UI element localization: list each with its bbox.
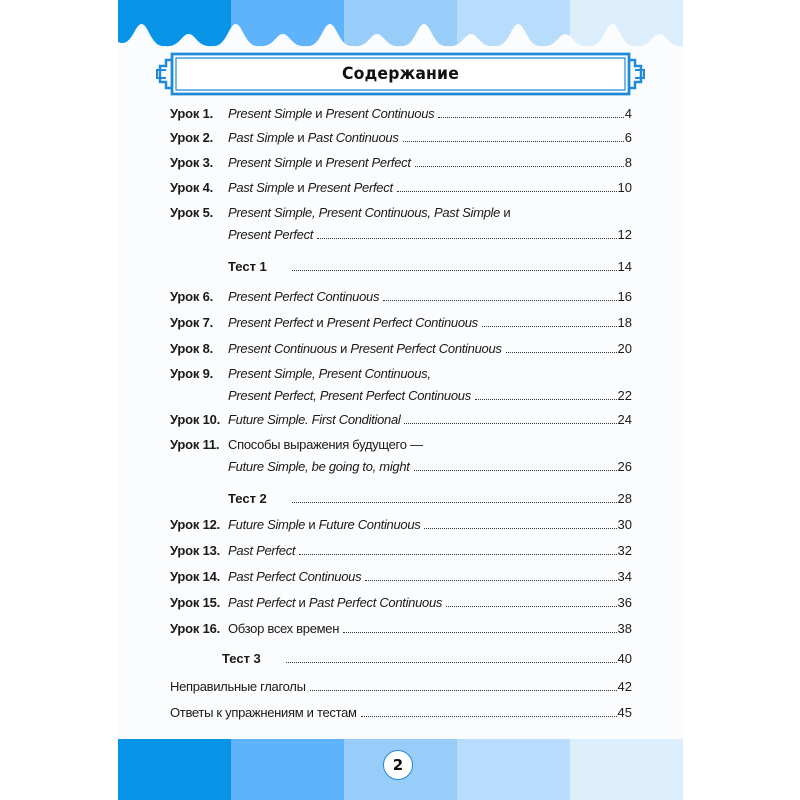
title-fragment: Ответы к упражнениям и тестам: [170, 705, 357, 720]
title-fragment: и: [295, 595, 309, 610]
title-fragment: Present Continuous: [325, 106, 435, 121]
toc-entry-title: [228, 315, 478, 331]
title-fragment: Future Simple: [228, 517, 306, 532]
toc-entry-title: [228, 155, 411, 171]
book-page: [118, 0, 683, 800]
title-fragment: Обзор всех времен: [228, 621, 340, 636]
page-number: 6: [624, 130, 632, 145]
test-label: Тест 1: [228, 259, 267, 274]
page-number: 30: [617, 517, 632, 532]
toc-entry-title: [228, 289, 379, 305]
toc-lesson-entry[interactable]: [170, 595, 632, 617]
toc-appendix-entry[interactable]: [170, 705, 632, 727]
toc-lesson-entry[interactable]: [170, 437, 632, 481]
title-fragment: Past Perfect: [228, 595, 296, 610]
page-number: 38: [617, 621, 632, 636]
page-number: 40: [617, 651, 632, 666]
dot-leader: [414, 469, 617, 471]
title-fragment: Present Perfect, Present Perfect Continuous: [228, 388, 471, 403]
page-number: 24: [617, 412, 632, 427]
toc-entry-title: [228, 227, 313, 243]
toc-entry-title: [228, 180, 393, 196]
title-fragment: и: [500, 205, 511, 220]
page-number: 8: [624, 155, 632, 170]
dot-leader: [404, 422, 616, 424]
title-fragment: Present Perfect: [307, 180, 393, 195]
title-fragment: и: [294, 180, 308, 195]
toc-entry-title: [170, 679, 306, 695]
title-fragment: Present Continuous: [228, 341, 337, 356]
lesson-label: Урок 4.: [170, 180, 214, 195]
dot-leader: [317, 237, 616, 239]
toc-lesson-entry[interactable]: [170, 341, 632, 363]
toc-lesson-entry[interactable]: [170, 180, 632, 202]
dot-leader: [438, 116, 623, 118]
title-fragment: Present Perfect: [228, 227, 314, 242]
lesson-label: Урок 9.: [170, 366, 214, 381]
page-title: Содержание: [341, 64, 459, 84]
toc-entry-title: [228, 595, 442, 611]
toc-lesson-entry[interactable]: [170, 569, 632, 591]
toc-entry-title: [228, 106, 434, 122]
toc-entry-title: [228, 366, 431, 382]
toc-lesson-entry[interactable]: [170, 130, 632, 152]
footer-stripe: [118, 739, 231, 800]
toc-lesson-entry[interactable]: [170, 315, 632, 337]
page-number: 10: [617, 180, 632, 195]
page-number: 4: [624, 106, 632, 121]
toc-entry-title: [228, 341, 502, 357]
title-fragment: Неправильные глаголы: [170, 679, 306, 694]
lesson-label: Урок 1.: [170, 106, 214, 121]
dot-leader: [292, 269, 617, 271]
toc-test-entry[interactable]: [170, 491, 632, 513]
toc-lesson-entry[interactable]: [170, 517, 632, 539]
title-fragment: и: [294, 130, 308, 145]
footer-stripe: [570, 739, 683, 800]
toc-entry-title: [228, 412, 400, 428]
dot-leader: [415, 165, 624, 167]
title-fragment: Present Simple, Present Continuous, Past Simple: [228, 205, 501, 220]
lesson-label: Урок 3.: [170, 155, 214, 170]
page-number: 36: [617, 595, 632, 610]
toc-entry-title: [228, 437, 423, 453]
toc-entry-title: [228, 569, 361, 585]
page-number: 18: [617, 315, 632, 330]
toc-lesson-entry[interactable]: [170, 621, 632, 643]
toc-entry-title: [228, 459, 410, 475]
title-fragment: Способы выражения будущего —: [228, 437, 423, 452]
title-fragment: Future Continuous: [318, 517, 421, 532]
toc-entry-title: [170, 705, 357, 721]
title-fragment: Past Perfect Continuous: [228, 569, 362, 584]
dot-leader: [299, 553, 616, 555]
title-fragment: Past Simple: [228, 130, 295, 145]
dot-leader: [397, 190, 617, 192]
toc-lesson-entry[interactable]: [170, 289, 632, 311]
title-fragment: и: [313, 315, 327, 330]
title-frame: [154, 52, 647, 96]
toc-lesson-entry[interactable]: [170, 366, 632, 410]
dot-leader: [475, 398, 617, 400]
page-number: 28: [617, 491, 632, 506]
lesson-label: Урок 8.: [170, 341, 214, 356]
toc-entry-title: [228, 543, 295, 559]
lesson-label: Урок 5.: [170, 205, 214, 220]
toc-test-entry[interactable]: [170, 651, 632, 673]
title-fragment: и: [311, 155, 326, 170]
dot-leader: [286, 661, 617, 663]
test-label: Тест 2: [228, 491, 267, 506]
toc-lesson-entry[interactable]: [170, 205, 632, 249]
dot-leader: [361, 715, 617, 717]
title-fragment: Past Perfect Continuous: [308, 595, 443, 610]
title-fragment: Future Simple, be going to, might: [228, 459, 410, 474]
lesson-label: Урок 2.: [170, 130, 214, 145]
title-fragment: и: [311, 106, 326, 121]
lesson-label: Урок 13.: [170, 543, 221, 558]
page-number-badge: 2: [383, 750, 413, 780]
test-label: Тест 3: [222, 651, 261, 666]
dot-leader: [310, 689, 617, 691]
lesson-label: Урок 16.: [170, 621, 221, 636]
title-fragment: Future Simple. First Conditional: [228, 412, 401, 427]
page-number: 16: [617, 289, 632, 304]
footer-stripe: [231, 739, 344, 800]
lesson-label: Урок 6.: [170, 289, 214, 304]
title-fragment: Past Continuous: [307, 130, 399, 145]
lesson-label: Урок 15.: [170, 595, 221, 610]
lesson-label: Урок 12.: [170, 517, 221, 532]
dot-leader: [365, 579, 616, 581]
toc-entry-title: [228, 621, 339, 637]
dot-leader: [424, 527, 616, 529]
dot-leader: [292, 501, 617, 503]
toc-lesson-entry[interactable]: [170, 412, 632, 434]
toc-appendix-entry[interactable]: [170, 679, 632, 701]
dot-leader: [506, 351, 617, 353]
lesson-label: Урок 11.: [170, 437, 220, 452]
page-number: 20: [617, 341, 632, 356]
toc-entry-title: [228, 130, 399, 146]
dot-leader: [343, 631, 616, 633]
lesson-label: Урок 10.: [170, 412, 221, 427]
toc-entry-title: [228, 388, 471, 404]
lesson-label: Урок 7.: [170, 315, 214, 330]
dot-leader: [403, 140, 624, 142]
footer-stripe: [457, 739, 570, 800]
title-fragment: и: [336, 341, 351, 356]
page-number: 22: [617, 388, 632, 403]
page-number: 32: [617, 543, 632, 558]
page-number: 45: [617, 705, 632, 720]
toc-lesson-entry[interactable]: [170, 155, 632, 177]
title-fragment: Present Perfect Continuous: [350, 341, 502, 356]
toc-lesson-entry[interactable]: [170, 106, 632, 128]
page-number: 34: [617, 569, 632, 584]
title-fragment: Present Simple, Present Continuous,: [228, 366, 431, 381]
toc-lesson-entry[interactable]: [170, 543, 632, 565]
page-number: 26: [617, 459, 632, 474]
page-number: 42: [617, 679, 632, 694]
dot-leader: [482, 325, 617, 327]
title-fragment: Present Simple: [228, 155, 312, 170]
lesson-label: Урок 14.: [170, 569, 221, 584]
page-number: 14: [617, 259, 632, 274]
title-fragment: и: [305, 517, 319, 532]
title-fragment: Present Simple: [228, 106, 312, 121]
toc-entry-title: [228, 517, 420, 533]
title-fragment: Past Perfect: [228, 543, 296, 558]
page-number: 12: [617, 227, 632, 242]
header-wave-decoration: [118, 0, 683, 55]
toc-test-entry[interactable]: [170, 259, 632, 281]
dot-leader: [446, 605, 616, 607]
title-fragment: Present Perfect: [228, 315, 314, 330]
title-fragment: Present Perfect: [325, 155, 411, 170]
title-fragment: Past Simple: [228, 180, 295, 195]
dot-leader: [383, 299, 616, 301]
title-fragment: Present Perfect Continuous: [326, 315, 478, 330]
toc-entry-title: [228, 205, 510, 221]
title-fragment: Present Perfect Continuous: [228, 289, 380, 304]
